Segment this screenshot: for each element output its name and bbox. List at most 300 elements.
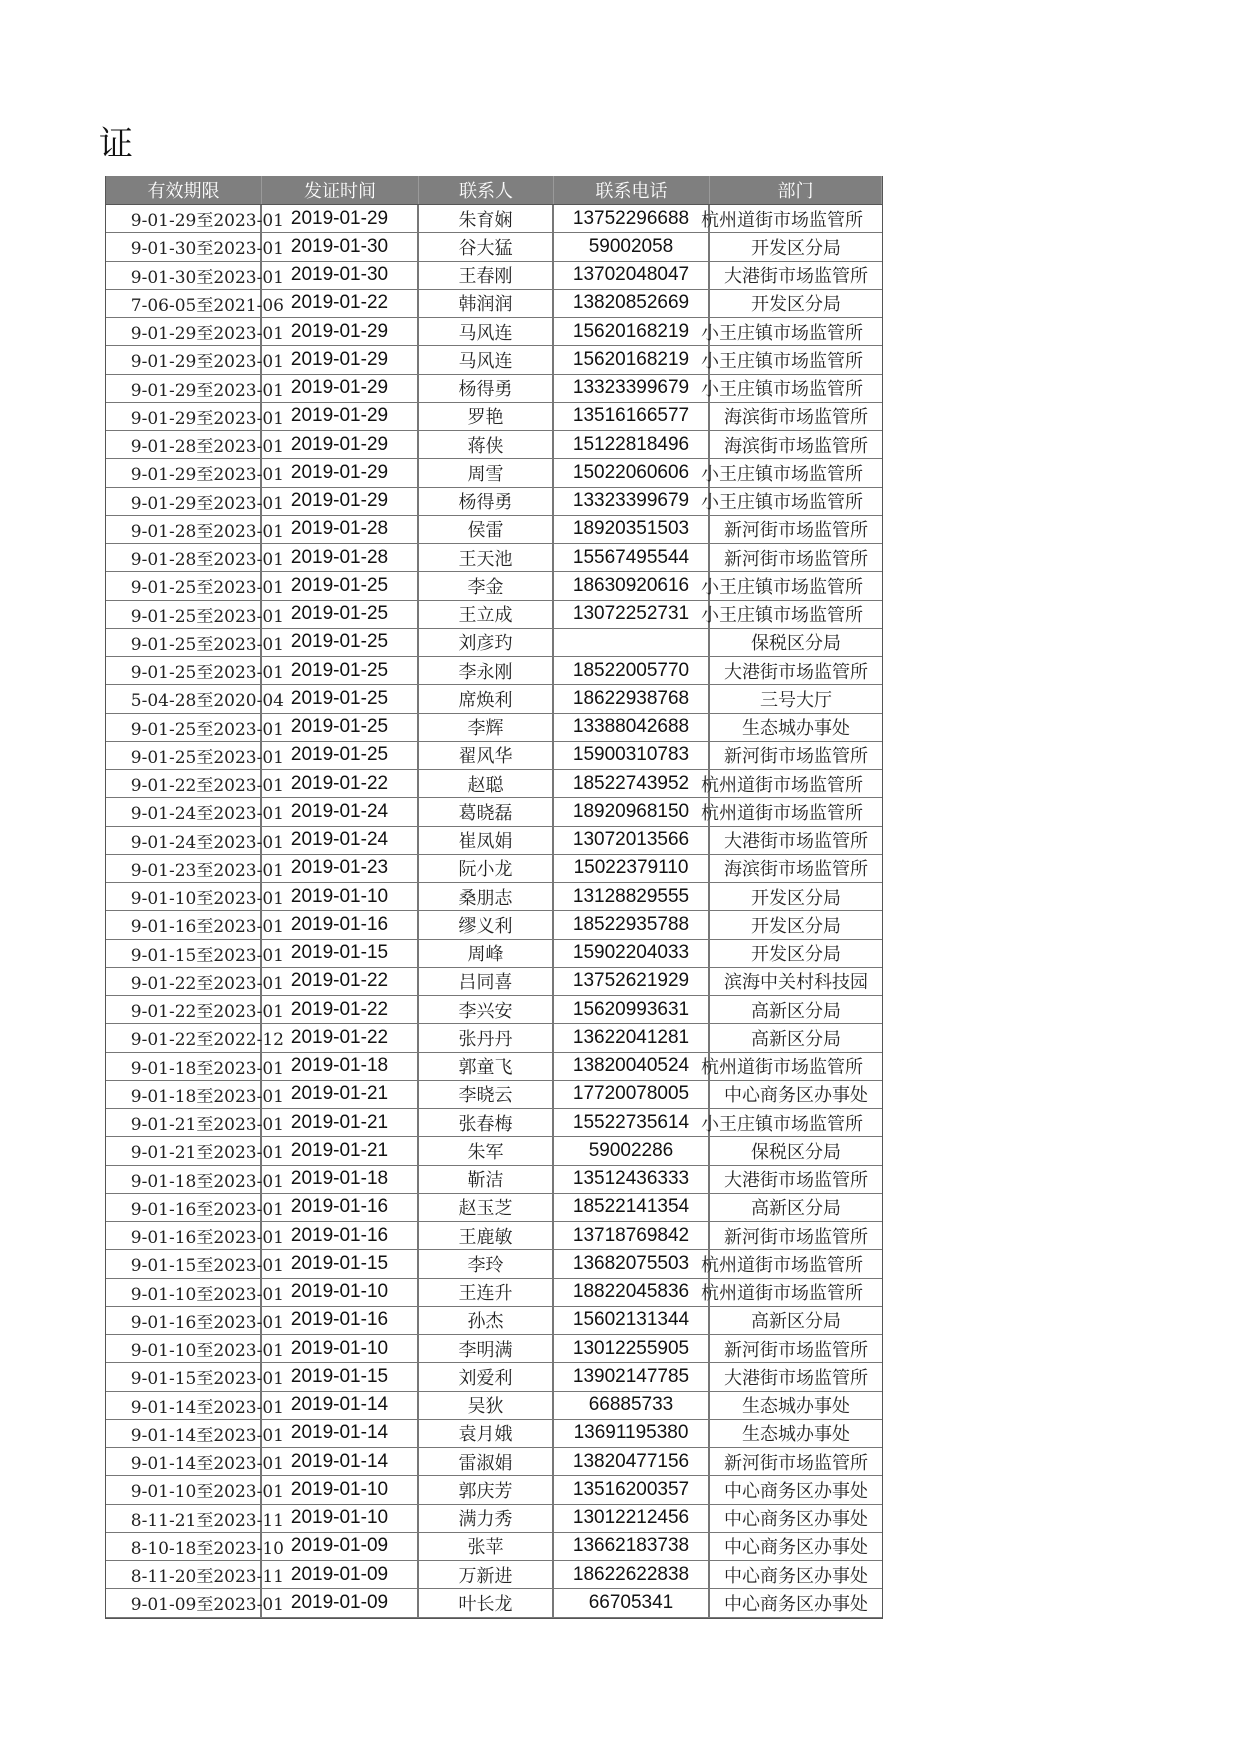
cell-validity-text: 9-01-25至2023-01 [130,719,284,740]
cell-phone[interactable]: 66885733 [554,1392,710,1419]
cell-issue-date[interactable]: 2019-01-25 [262,572,419,599]
cell-issue-date[interactable]: 2019-01-15 [262,940,419,967]
cell-contact[interactable]: 李明满 [419,1335,554,1362]
table-row [106,262,882,290]
cell-validity[interactable] [106,1448,284,1475]
cell-contact[interactable]: 葛晓磊 [419,798,554,825]
cell-contact[interactable]: 李辉 [419,714,554,741]
cell-department[interactable]: 大港街市场监管所 [724,266,868,288]
cell-department[interactable]: 高新区分局 [751,1311,841,1333]
cell-validity[interactable] [106,1137,284,1164]
cell-phone[interactable]: 18522743952 [554,770,710,797]
cell-phone[interactable]: 66705341 [554,1589,710,1616]
cell-issue-date[interactable]: 2019-01-25 [262,657,419,684]
cell-validity[interactable] [106,827,284,854]
cell-contact[interactable]: 李晓云 [419,1081,554,1108]
cell-department[interactable]: 中心商务区办事处 [724,1537,868,1559]
cell-department[interactable] [701,1279,882,1306]
cell-department[interactable] [701,572,882,599]
cell-issue-date[interactable]: 2019-01-22 [262,770,419,797]
cell-phone[interactable]: 13820477156 [554,1448,710,1475]
cell-validity[interactable] [106,1561,284,1588]
cell-validity[interactable] [106,1392,284,1419]
cell-phone[interactable]: 13072013566 [554,827,710,854]
cell-issue-date[interactable]: 2019-01-29 [262,318,419,345]
cell-issue-date[interactable]: 2019-01-14 [262,1392,419,1419]
table-row [106,290,882,318]
cell-department[interactable]: 中心商务区办事处 [724,1509,868,1531]
cell-department[interactable] [701,318,882,345]
cell-phone[interactable]: 13691195380 [554,1420,710,1447]
cell-validity[interactable] [106,1307,284,1334]
cell-issue-date[interactable]: 2019-01-29 [262,205,419,232]
cell-phone[interactable]: 15620993631 [554,996,710,1023]
cell-phone[interactable]: 18622938768 [554,685,710,712]
cell-phone[interactable]: 13662183738 [554,1533,710,1560]
cell-issue-date[interactable]: 2019-01-22 [262,968,419,995]
cell-issue-date[interactable]: 2019-01-25 [262,629,419,656]
cell-phone[interactable]: 18522005770 [554,657,710,684]
cell-issue-date[interactable]: 2019-01-10 [262,1335,419,1362]
cell-validity[interactable] [106,318,284,345]
cell-validity[interactable] [106,742,284,769]
cell-validity[interactable] [106,1476,284,1503]
header-department[interactable]: 部门 [710,176,882,204]
cell-phone[interactable]: 15602131344 [554,1307,710,1334]
cell-validity-text: 9-01-09至2023-01 [130,1595,284,1616]
cell-issue-date[interactable]: 2019-01-09 [262,1589,419,1616]
cell-contact[interactable]: 阮小龙 [419,855,554,882]
cell-department[interactable]: 大港街市场监管所 [724,661,868,683]
table-row [106,855,882,883]
cell-validity[interactable] [106,714,284,741]
cell-phone[interactable]: 18822045836 [554,1279,710,1306]
cell-department[interactable]: 大港街市场监管所 [724,1170,868,1192]
cell-department[interactable]: 新河街市场监管所 [724,1452,868,1474]
cell-issue-date[interactable]: 2019-01-29 [262,488,419,515]
cell-department[interactable] [701,1109,882,1136]
cell-contact[interactable]: 王春刚 [419,262,554,289]
cell-validity[interactable] [106,1420,284,1447]
cell-contact[interactable]: 李玲 [419,1250,554,1277]
cell-contact[interactable]: 崔凤娟 [419,827,554,854]
table-row [106,1222,882,1250]
cell-validity[interactable] [106,1024,284,1051]
cell-department[interactable]: 海滨街市场监管所 [724,435,868,457]
cell-validity[interactable] [106,657,284,684]
cell-phone[interactable]: 13718769842 [554,1222,710,1249]
cell-validity-text: 7-06-05至2021-06 [130,295,284,316]
cell-validity-text: 9-01-30至2023-01 [130,267,284,288]
cell-issue-date[interactable]: 2019-01-10 [262,1279,419,1306]
cell-validity[interactable] [106,1166,284,1193]
table-row [106,629,882,657]
cell-department[interactable]: 高新区分局 [751,1000,841,1022]
cell-contact[interactable]: 侯雷 [419,516,554,543]
table-row [106,601,882,629]
cell-validity-text: 9-01-23至2023-01 [130,860,284,881]
cell-phone[interactable]: 18920351503 [554,516,710,543]
cell-contact[interactable]: 李金 [419,572,554,599]
cell-issue-date[interactable]: 2019-01-14 [262,1448,419,1475]
cell-phone[interactable]: 18522141354 [554,1194,710,1221]
cell-issue-date[interactable]: 2019-01-15 [262,1363,419,1390]
cell-department[interactable] [701,601,882,628]
table-row [106,346,882,374]
cell-issue-date[interactable]: 2019-01-28 [262,544,419,571]
cell-issue-date[interactable]: 2019-01-25 [262,601,419,628]
cell-issue-date[interactable]: 2019-01-28 [262,516,419,543]
cell-validity[interactable] [106,1194,284,1221]
cell-department[interactable] [701,488,882,515]
cell-phone[interactable]: 13323399679 [554,375,710,402]
cell-contact[interactable]: 桑朋志 [419,883,554,910]
cell-contact[interactable]: 雷淑娟 [419,1448,554,1475]
cell-department[interactable]: 中心商务区办事处 [724,1593,868,1615]
table-row [106,488,882,516]
cell-contact[interactable]: 吕同喜 [419,968,554,995]
cell-validity[interactable] [106,572,284,599]
cell-contact[interactable]: 叶长龙 [419,1589,554,1616]
cell-phone[interactable]: 15900310783 [554,742,710,769]
cell-contact[interactable]: 翟风华 [419,742,554,769]
cell-validity[interactable] [106,290,284,317]
cell-phone[interactable]: 13128829555 [554,883,710,910]
table-row [106,572,882,600]
cell-contact[interactable]: 郭庆芳 [419,1476,554,1503]
cell-validity-text: 9-01-28至2023-01 [130,437,284,458]
cell-phone[interactable]: 13752621929 [554,968,710,995]
cell-department[interactable]: 新河街市场监管所 [724,1339,868,1361]
cell-issue-date[interactable]: 2019-01-14 [262,1420,419,1447]
cell-validity[interactable] [106,233,284,260]
cell-validity[interactable] [106,1250,284,1277]
cell-validity[interactable] [106,798,284,825]
cell-phone[interactable]: 13012212456 [554,1505,710,1532]
cell-phone[interactable]: 13682075503 [554,1250,710,1277]
cell-department[interactable]: 新河街市场监管所 [724,520,868,542]
cell-phone[interactable]: 15022379110 [554,855,710,882]
cell-validity-text: 9-01-16至2023-01 [130,1312,284,1333]
cell-department[interactable]: 高新区分局 [751,1198,841,1220]
cell-department[interactable] [701,346,882,373]
cell-issue-date[interactable]: 2019-01-16 [262,1222,419,1249]
cell-department[interactable]: 中心商务区办事处 [724,1565,868,1587]
cell-department[interactable]: 开发区分局 [751,944,841,966]
cell-department[interactable]: 开发区分局 [751,915,841,937]
cell-contact[interactable]: 罗艳 [419,403,554,430]
table-row [106,1307,882,1335]
cell-phone[interactable]: 15522735614 [554,1109,710,1136]
cell-contact[interactable]: 王立成 [419,601,554,628]
cell-phone[interactable]: 13516200357 [554,1476,710,1503]
cell-department[interactable] [701,205,882,232]
cell-department[interactable] [701,1053,882,1080]
cell-department[interactable]: 新河街市场监管所 [724,548,868,570]
cell-contact[interactable]: 刘爱利 [419,1363,554,1390]
cell-validity[interactable] [106,685,284,712]
cell-phone[interactable]: 15122818496 [554,431,710,458]
cell-contact[interactable]: 张丹丹 [419,1024,554,1051]
cell-issue-date[interactable]: 2019-01-29 [262,431,419,458]
cell-department-text: 小王庄镇市场监管所 [701,322,863,344]
cell-issue-date[interactable]: 2019-01-09 [262,1561,419,1588]
cell-issue-date[interactable]: 2019-01-24 [262,798,419,825]
table-row [106,1250,882,1278]
cell-phone[interactable]: 18630920616 [554,572,710,599]
cell-contact[interactable]: 靳洁 [419,1166,554,1193]
cell-validity[interactable] [106,516,284,543]
cell-contact[interactable]: 郭童飞 [419,1053,554,1080]
cell-contact[interactable]: 周峰 [419,940,554,967]
cell-validity[interactable] [106,459,284,486]
cell-phone[interactable]: 13388042688 [554,714,710,741]
cell-issue-date[interactable]: 2019-01-23 [262,855,419,882]
cell-validity[interactable] [106,1505,284,1532]
cell-validity[interactable] [106,431,284,458]
cell-validity[interactable] [106,346,284,373]
header-validity[interactable] [106,176,262,204]
table-row [106,968,882,996]
cell-phone[interactable]: 15022060606 [554,459,710,486]
cell-department[interactable]: 生态城办事处 [742,1396,850,1418]
cell-issue-date[interactable]: 2019-01-18 [262,1053,419,1080]
cell-issue-date[interactable]: 2019-01-25 [262,714,419,741]
cell-department[interactable]: 新河街市场监管所 [724,1226,868,1248]
cell-validity-text: 9-01-24至2023-01 [130,804,284,825]
cell-issue-date[interactable]: 2019-01-21 [262,1109,419,1136]
cell-contact[interactable]: 缪义利 [419,911,554,938]
cell-validity[interactable] [106,1222,284,1249]
cell-validity-text: 9-01-29至2023-01 [130,465,284,486]
cell-department[interactable]: 开发区分局 [751,237,841,259]
cell-phone[interactable]: 13012255905 [554,1335,710,1362]
cell-phone[interactable]: 13902147785 [554,1363,710,1390]
cell-validity[interactable] [106,262,284,289]
cell-issue-date[interactable]: 2019-01-16 [262,911,419,938]
cell-contact[interactable]: 张春梅 [419,1109,554,1136]
cell-contact[interactable]: 马风连 [419,318,554,345]
table-row [106,798,882,826]
cell-issue-date[interactable]: 2019-01-21 [262,1137,419,1164]
cell-phone[interactable]: 13516166577 [554,403,710,430]
cell-contact[interactable]: 吴狄 [419,1392,554,1419]
cell-contact[interactable]: 韩润润 [419,290,554,317]
cell-phone[interactable]: 13072252731 [554,601,710,628]
cell-department[interactable]: 中心商务区办事处 [724,1480,868,1502]
cell-validity[interactable] [106,1053,284,1080]
table-row [106,1420,882,1448]
cell-phone[interactable]: 13622041281 [554,1024,710,1051]
cell-department[interactable] [701,770,882,797]
cell-issue-date[interactable]: 2019-01-30 [262,233,419,260]
table-row [106,205,882,233]
cell-validity[interactable] [106,996,284,1023]
cell-contact[interactable]: 朱军 [419,1137,554,1164]
table-row [106,1335,882,1363]
cell-issue-date[interactable]: 2019-01-22 [262,996,419,1023]
cell-contact[interactable]: 马风连 [419,346,554,373]
cell-validity[interactable] [106,1335,284,1362]
cell-department[interactable] [701,798,882,825]
cell-department[interactable]: 海滨街市场监管所 [724,859,868,881]
cell-department[interactable] [701,459,882,486]
cell-department-text: 小王庄镇市场监管所 [701,492,863,514]
cell-contact[interactable]: 席焕利 [419,685,554,712]
cell-validity-text: 9-01-28至2023-01 [130,550,284,571]
cell-validity-text: 9-01-25至2023-01 [130,747,284,768]
cell-contact[interactable]: 袁月娥 [419,1420,554,1447]
cell-department[interactable]: 保税区分局 [751,633,841,655]
cell-issue-date[interactable]: 2019-01-29 [262,403,419,430]
table-row [106,1533,882,1561]
cell-validity-text: 9-01-25至2023-01 [130,663,284,684]
cell-phone[interactable]: 59002058 [554,233,710,260]
table-row [106,1166,882,1194]
cell-contact[interactable]: 蒋侠 [419,431,554,458]
cell-contact[interactable]: 王天池 [419,544,554,571]
cell-phone[interactable]: 13702048047 [554,262,710,289]
cell-validity[interactable] [106,911,284,938]
cell-department[interactable]: 保税区分局 [751,1141,841,1163]
cell-validity[interactable] [106,1363,284,1390]
cell-contact[interactable]: 朱育娴 [419,205,554,232]
cell-issue-date[interactable]: 2019-01-10 [262,1476,419,1503]
cell-issue-date[interactable]: 2019-01-24 [262,827,419,854]
cell-issue-date[interactable]: 2019-01-10 [262,883,419,910]
cell-validity[interactable] [106,205,284,232]
cell-phone[interactable]: 13512436333 [554,1166,710,1193]
cell-issue-date[interactable]: 2019-01-16 [262,1194,419,1221]
cell-phone[interactable]: 59002286 [554,1137,710,1164]
cell-phone[interactable]: 15567495544 [554,544,710,571]
cell-validity-text: 9-01-22至2022-12 [130,1030,284,1051]
cell-contact[interactable]: 王鹿敏 [419,1222,554,1249]
cell-validity[interactable] [106,1589,284,1616]
cell-issue-date[interactable]: 2019-01-10 [262,1505,419,1532]
table-row [106,1279,882,1307]
cell-phone[interactable]: 13752296688 [554,205,710,232]
cell-department[interactable]: 新河街市场监管所 [724,746,868,768]
cell-contact[interactable]: 刘彦玓 [419,629,554,656]
cell-contact[interactable]: 满力秀 [419,1505,554,1532]
cell-contact[interactable]: 谷大猛 [419,233,554,260]
cell-phone[interactable]: 18622622838 [554,1561,710,1588]
cell-validity[interactable] [106,1533,284,1560]
header-phone[interactable]: 联系电话 [554,176,710,204]
cell-department[interactable]: 滨海中关村科技园 [724,972,868,994]
cell-department[interactable]: 生态城办事处 [742,1424,850,1446]
cell-phone[interactable]: 18522935788 [554,911,710,938]
cell-issue-date[interactable]: 2019-01-29 [262,375,419,402]
cell-phone[interactable]: 18920968150 [554,798,710,825]
cell-department-text: 杭州道街市场监管所 [701,1057,863,1079]
cell-department[interactable] [701,1250,882,1277]
cell-validity[interactable] [106,1279,284,1306]
cell-department[interactable]: 高新区分局 [751,1028,841,1050]
table-row [106,459,882,487]
cell-phone[interactable]: 13820852669 [554,290,710,317]
cell-issue-date[interactable]: 2019-01-25 [262,742,419,769]
cell-contact[interactable]: 周雪 [419,459,554,486]
cell-issue-date[interactable]: 2019-01-29 [262,459,419,486]
cell-validity[interactable] [106,488,284,515]
cell-contact[interactable]: 万新进 [419,1561,554,1588]
cell-issue-date[interactable]: 2019-01-25 [262,685,419,712]
cell-validity-text: 9-01-22至2023-01 [130,776,284,797]
cell-contact[interactable]: 孙杰 [419,1307,554,1334]
cell-validity[interactable] [106,629,284,656]
cell-phone[interactable]: 13820040524 [554,1053,710,1080]
cell-validity[interactable] [106,855,284,882]
table-row [106,1109,882,1137]
cell-phone[interactable]: 15902204033 [554,940,710,967]
cell-issue-date[interactable]: 2019-01-30 [262,262,419,289]
cell-validity-text: 9-01-29至2023-01 [130,408,284,429]
cell-issue-date[interactable]: 2019-01-22 [262,290,419,317]
cell-department[interactable]: 三号大厅 [760,689,832,711]
cell-contact[interactable]: 赵聪 [419,770,554,797]
cell-department[interactable]: 开发区分局 [751,887,841,909]
cell-phone[interactable]: 15620168219 [554,318,710,345]
cell-issue-date[interactable]: 2019-01-15 [262,1250,419,1277]
cell-contact[interactable]: 王连升 [419,1279,554,1306]
cell-validity[interactable] [106,940,284,967]
cell-contact[interactable]: 李永刚 [419,657,554,684]
header-issue-date[interactable]: 发证时间 [262,176,419,204]
cell-validity[interactable] [106,968,284,995]
cell-validity-text: 9-01-29至2023-01 [130,493,284,514]
cell-issue-date[interactable]: 2019-01-22 [262,1024,419,1051]
header-contact[interactable]: 联系人 [419,176,554,204]
cell-department[interactable]: 大港街市场监管所 [724,1367,868,1389]
cell-validity[interactable] [106,883,284,910]
cell-issue-date[interactable]: 2019-01-29 [262,346,419,373]
cell-validity[interactable] [106,601,284,628]
cell-contact[interactable]: 张苹 [419,1533,554,1560]
cell-issue-date[interactable]: 2019-01-21 [262,1081,419,1108]
table-row [106,1024,882,1052]
table-row [106,516,882,544]
cell-phone[interactable]: 13323399679 [554,488,710,515]
cell-department[interactable]: 中心商务区办事处 [724,1085,868,1107]
cell-contact[interactable]: 赵玉芝 [419,1194,554,1221]
cell-contact[interactable]: 李兴安 [419,996,554,1023]
cell-issue-date[interactable]: 2019-01-18 [262,1166,419,1193]
cell-department[interactable]: 海滨街市场监管所 [724,407,868,429]
cell-contact[interactable]: 杨得勇 [419,375,554,402]
cell-validity[interactable] [106,403,284,430]
cell-department[interactable]: 开发区分局 [751,294,841,316]
table-row [106,431,882,459]
cell-phone[interactable]: 15620168219 [554,346,710,373]
cell-phone[interactable]: 17720078005 [554,1081,710,1108]
cell-department[interactable] [701,375,882,402]
cell-validity[interactable] [106,1109,284,1136]
cell-issue-date[interactable]: 2019-01-09 [262,1533,419,1560]
cell-department[interactable]: 大港街市场监管所 [724,831,868,853]
cell-validity-text: 9-01-15至2023-01 [130,1256,284,1277]
cell-validity[interactable] [106,375,284,402]
cell-phone[interactable] [554,629,710,656]
cell-validity[interactable] [106,544,284,571]
cell-validity[interactable] [106,1081,284,1108]
cell-department[interactable]: 生态城办事处 [742,718,850,740]
cell-validity-text: 9-01-18至2023-01 [130,1058,284,1079]
cell-issue-date[interactable]: 2019-01-16 [262,1307,419,1334]
cell-contact[interactable]: 杨得勇 [419,488,554,515]
cell-validity[interactable] [106,770,284,797]
